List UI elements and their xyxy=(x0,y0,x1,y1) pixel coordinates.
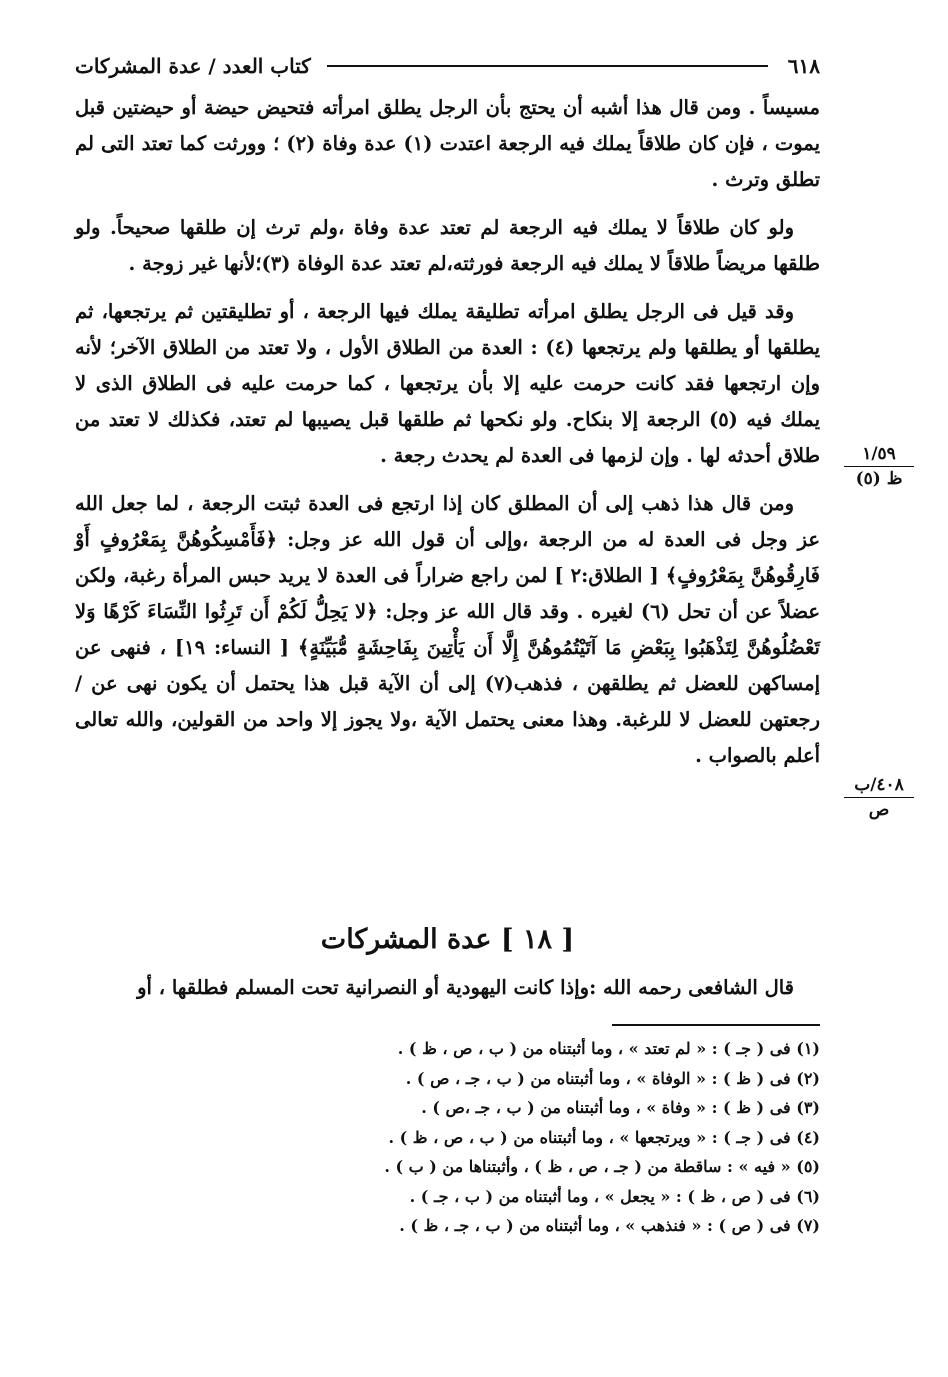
footnotes xyxy=(300,1034,820,1241)
margin-note-manuscript-ref xyxy=(844,444,914,489)
main-text xyxy=(75,90,820,786)
margin-note-manuscript-ref xyxy=(844,775,914,820)
margin-note-top: ٤٠٨/ب xyxy=(844,775,914,798)
page-number: ٦١٨ xyxy=(787,54,820,78)
footnote: (٢) فى ( ظ ) : « الوفاة » ، وما أثبتناه من ( ب ، جـ ، ص ) . xyxy=(405,1068,820,1088)
footnote: (٣) فى ( ظ ) : « وفاة » ، وما أثبتناه من ( ب ، جـ ،ص ) . xyxy=(421,1098,820,1117)
paragraph: ومن قال هذا ذهب إلى أن المطلق كان إذا ارتجع فى العدة ثبتت الرجعة ، لما جعل الله عز وجل فى العدة له من الرجعة ،وإلى أن قول الله عز وجل: ﴿فَأَمْسِكُوهُنَّ بِمَعْرُوفٍ أَوْ فَارِقُوهُنَّ بِمَعْرُوفٍ﴾ [ الطلاق:٢ ] لمن راجع ضراراً فى العدة لا يريد حبس المرأة رغبة، ولكن عضلاً عن أن تحل (٦) لغيره . وقد قال الله عز وجل: ﴿لا يَحِلُّ لَكُمْ أَن تَرِثُوا النِّسَاءَ كَرْهًا وَلا تَعْضُلُوهُنَّ لِتَذْهَبُوا بِبَعْضِ مَا آتَيْتُمُوهُنَّ إِلَّا أَن يَأْتِينَ بِفَاحِشَةٍ مُّبَيِّنَةٍ﴾ [ النساء: ١٩] ، فنهى عن إمساكهن للعضل ثم يطلقهن ، فذهب(٧) إلى أن الآية قبل هذا يحتمل أن يكون نهى عن / رجعتهن للعضل لا للرغبة. وهذا معنى يحتمل الآية ،ولا يجوز إلا واحد من القولين، والله تعالى أعلم بالصواب . xyxy=(75,492,821,767)
footnote-separator xyxy=(612,1024,820,1026)
footnote: (١) فى ( جـ ) : « لم تعتد » ، وما أثبتناه من ( ب ، ص ، ظ ) . xyxy=(397,1039,820,1058)
margin-note-bottom: ظ (٥) xyxy=(855,469,903,489)
paragraph: مسيساً . ومن قال هذا أشبه أن يحتج بأن الرجل يطلق امرأته فتحيض حيضة أو حيضتين قبل يموت ، فإن كان طلاقاً يملك فيه الرجعة اعتدت (١) عدة وفاة (٢) ؛ وورثت كما تعتد التى لم تطلق وترث . xyxy=(75,96,820,191)
footnote: (٤) فى ( جـ ) : « ويرتجعها » ، وما أثبتناه من ( ب ، ص ، ظ ) . xyxy=(388,1127,820,1147)
paragraph: ولو كان طلاقاً لا يملك فيه الرجعة لم تعتد عدة وفاة ،ولم ترث إن طلقها صحيحاً. ولو طلقها مريضاً طلاقاً لا يملك فيه الرجعة فورثته،لم تعتد عدة الوفاة (٣)؛لأنها غير زوجة . xyxy=(75,216,820,275)
header-rule xyxy=(327,65,768,67)
margin-note-bottom: ص xyxy=(868,800,890,820)
footnote: (٧) فى ( ص ) : « فنذهب » ، وما أثبتناه من ( ب ، جـ ، ظ ) . xyxy=(399,1216,820,1235)
running-title: كتاب العدد / عدة المشركات xyxy=(75,54,311,78)
footnote: (٥) « فيه » : ساقطة من ( جـ ، ص ، ظ ) ، وأثبتناها من ( ب ) . xyxy=(384,1157,820,1176)
footnote: (٦) فى ( ص ، ظ ) : « يجعل » ، وما أثبتناه من ( ب ، جـ ) . xyxy=(409,1186,820,1206)
paragraph: وقد قيل فى الرجل يطلق امرأته تطليقة يملك فيها الرجعة ، أو تطليقتين ثم يرتجعها، ثم يطلقها أو يطلقها ولم يرتجعها (٤) : العدة من الطلاق الأول ، ولا تعتد من الطلاق الآخر؛ لأنه وإن ارتجعها فقد كانت حرمت عليه إلا بأن يرتجعها ، كما حرمت عليه فى الطلاق الذى لا يملك فيه (٥) الرجعة إلا بنكاح. ولو نكحها ثم طلقها قبل يصيبها لم تعتد، فكذلك لا تعتد من طلاق أحدثه لها . وإن لزمها فى العدة لم يحدث رجعة . xyxy=(75,300,821,467)
page-header xyxy=(75,46,820,86)
margin-note-top: ١/٥٩ xyxy=(844,444,914,467)
section-heading: [ ١٨ ] عدة المشركات xyxy=(320,924,575,955)
section-first-line: قال الشافعى رحمه الله :وإذا كانت اليهودية أو النصرانية تحت المسلم فطلقها ، أو xyxy=(137,976,794,999)
